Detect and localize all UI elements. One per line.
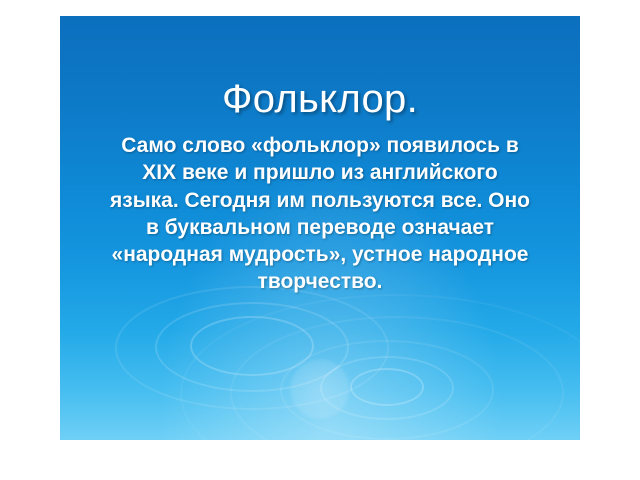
slide-content [60, 16, 580, 440]
slide-title: Фольклор. [221, 77, 418, 121]
slide-body-text: Само слово «фольклор» появилось в XIX веке и пришло из английского языка. Сегодня им пользуются все. Оно в буквальном переводе означает «народная мудрость», устное народное творчество. [110, 134, 531, 294]
slide-background [60, 16, 580, 440]
